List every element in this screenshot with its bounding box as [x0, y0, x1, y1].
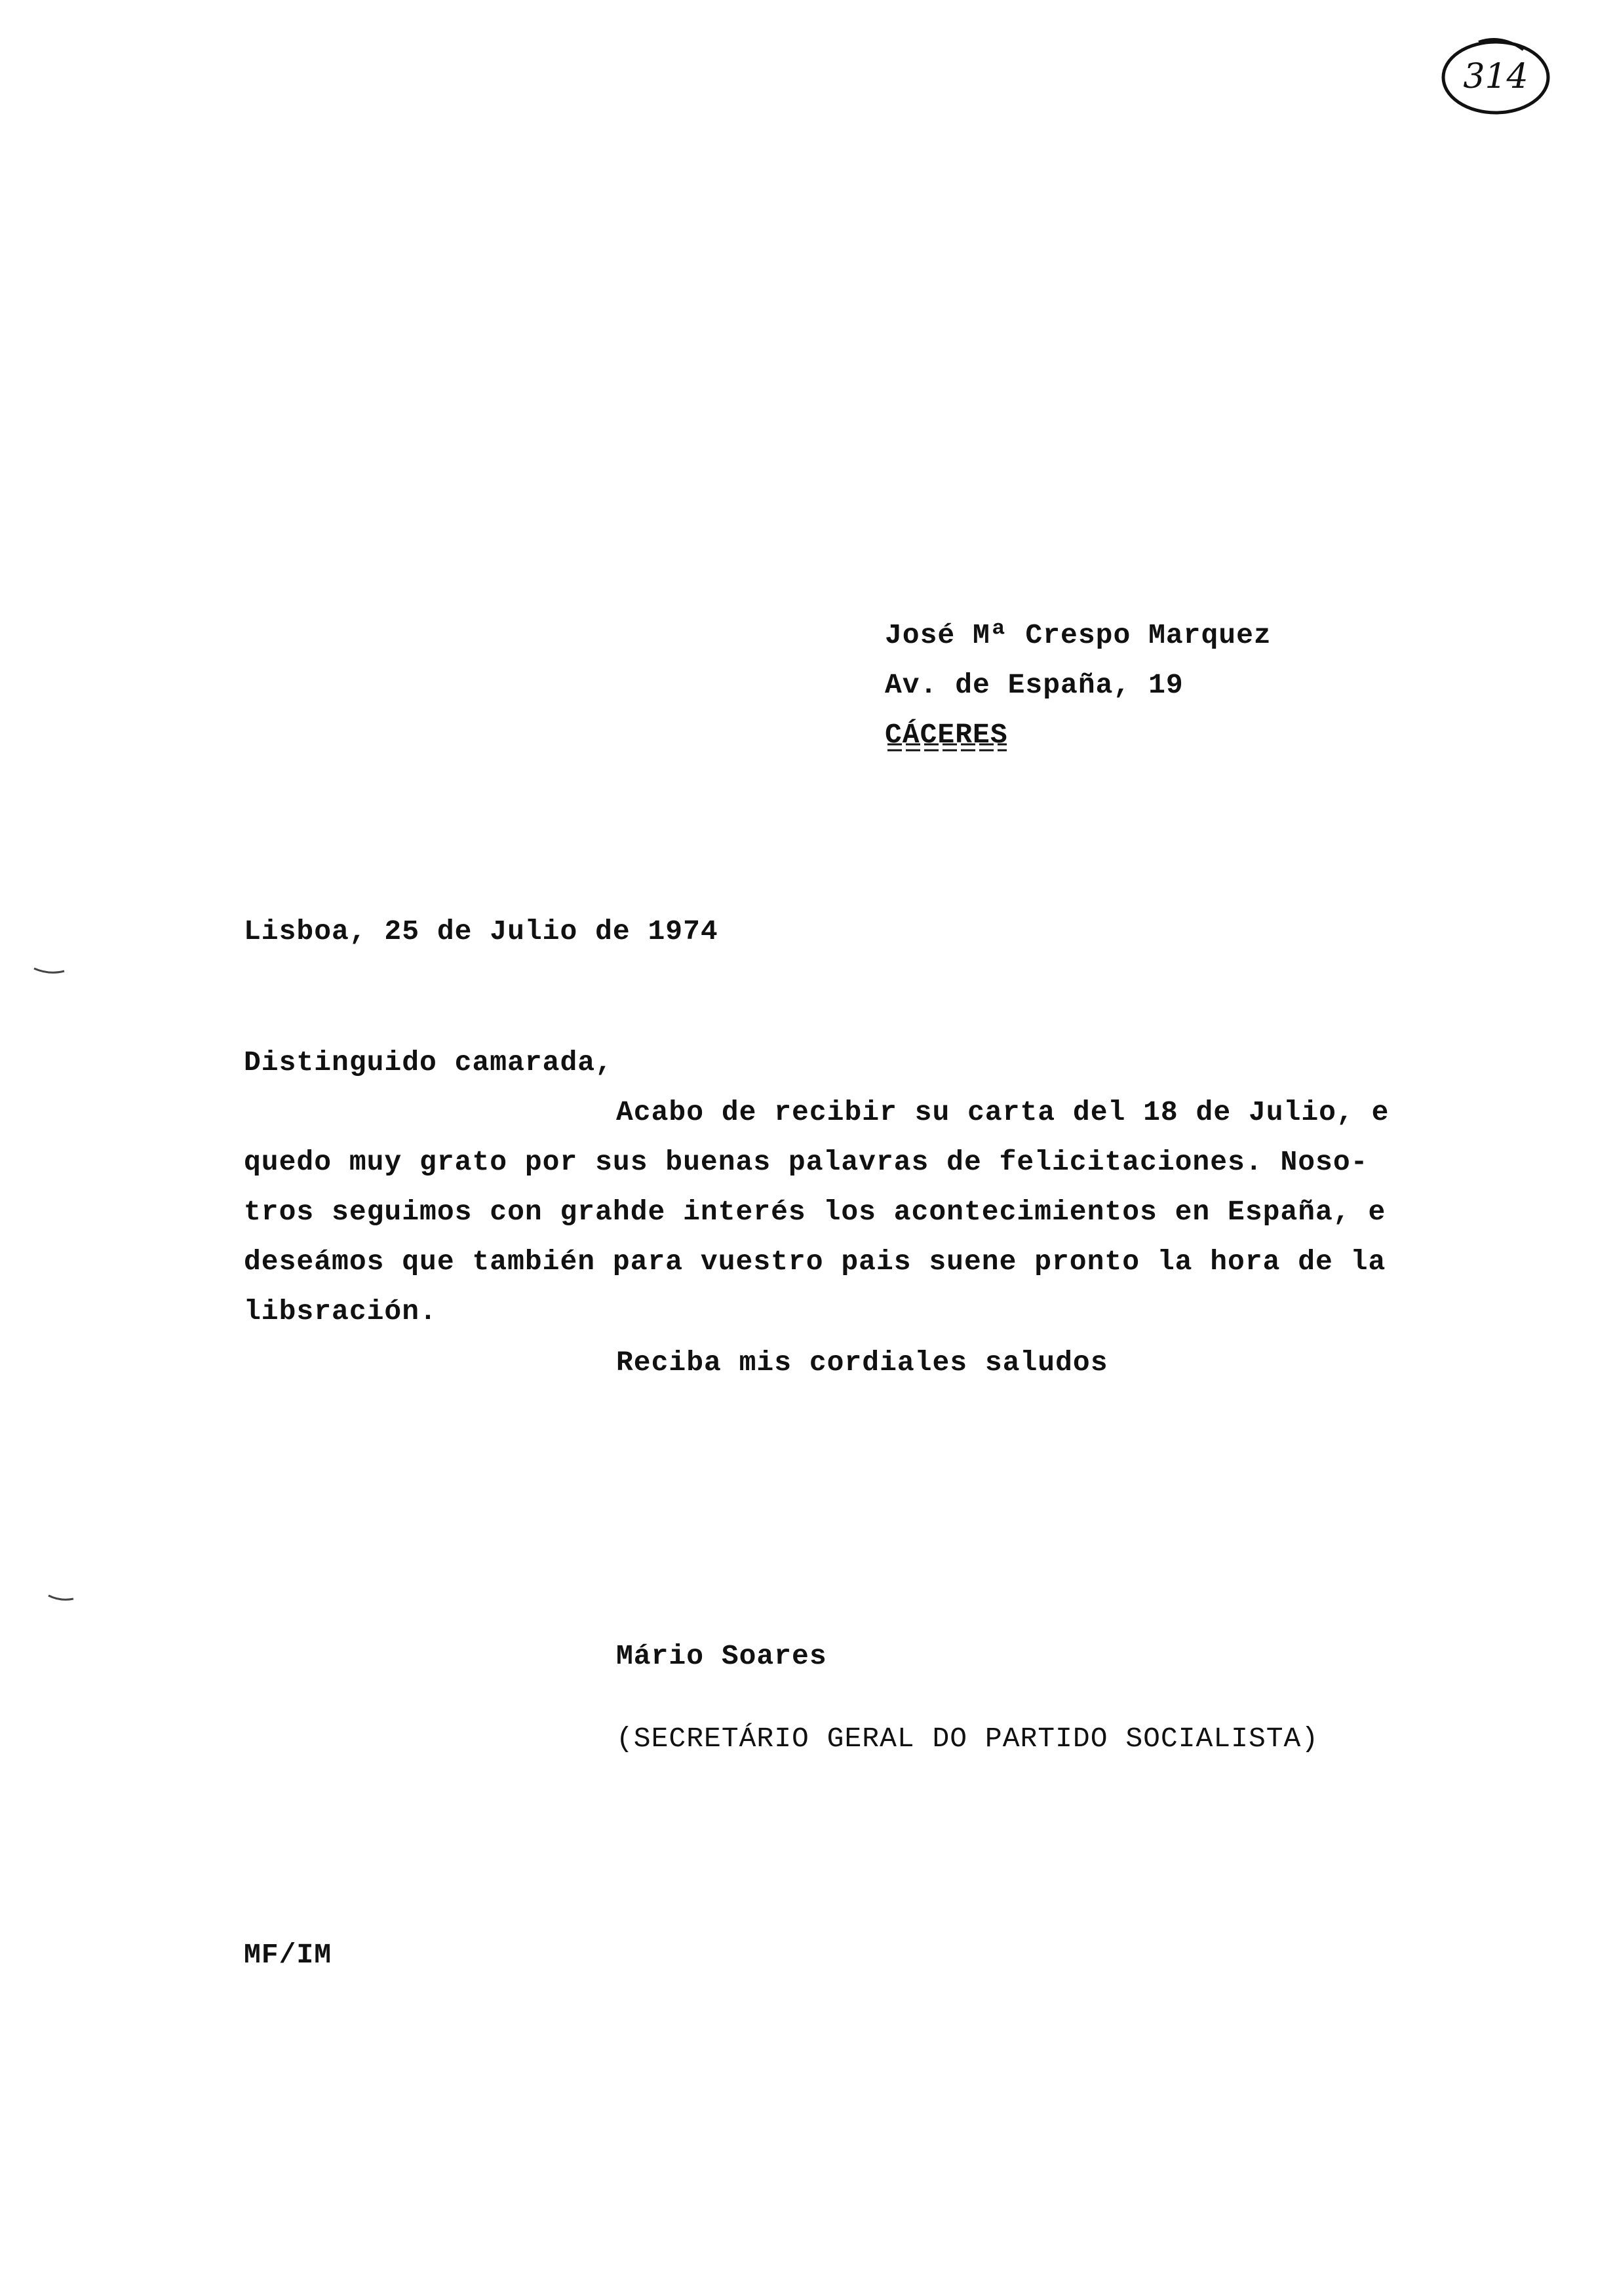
- recipient-street: Av. de España, 19: [885, 669, 1184, 701]
- city-double-underline: [887, 742, 1007, 754]
- place-date: Lisboa, 25 de Julio de 1974: [244, 915, 718, 947]
- recipient-city: CÁCERES: [885, 719, 1008, 751]
- signatory-title: (SECRETÁRIO GERAL DO PARTIDO SOCIALISTA): [616, 1723, 1319, 1755]
- archive-number-stamp: [1439, 34, 1552, 117]
- body-line: tros seguimos con grahde interés los acontecimientos en España, e: [244, 1196, 1386, 1228]
- salutation: Distinguido camarada,: [244, 1046, 613, 1079]
- signatory-name: Mário Soares: [616, 1640, 827, 1672]
- body-line: quedo muy grato por sus buenas palavras de felicitaciones. Noso-: [244, 1146, 1369, 1178]
- reference-initials: MF/IM: [244, 1939, 332, 1971]
- scan-mark: [47, 1594, 75, 1603]
- body-line: deseámos que también para vuestro pais suene pronto la hora de la: [244, 1246, 1386, 1278]
- circled-number-drawing: [1439, 34, 1552, 117]
- recipient-name: José Mª Crespo Marquez: [885, 619, 1272, 651]
- closing: Reciba mis cordiales saludos: [616, 1347, 1108, 1379]
- body-line: libsración.: [244, 1295, 437, 1328]
- body-line: Acabo de recibir su carta del 18 de Julio, e: [616, 1096, 1390, 1128]
- scan-mark: [33, 966, 66, 976]
- svg-text:314: 314: [1463, 57, 1528, 96]
